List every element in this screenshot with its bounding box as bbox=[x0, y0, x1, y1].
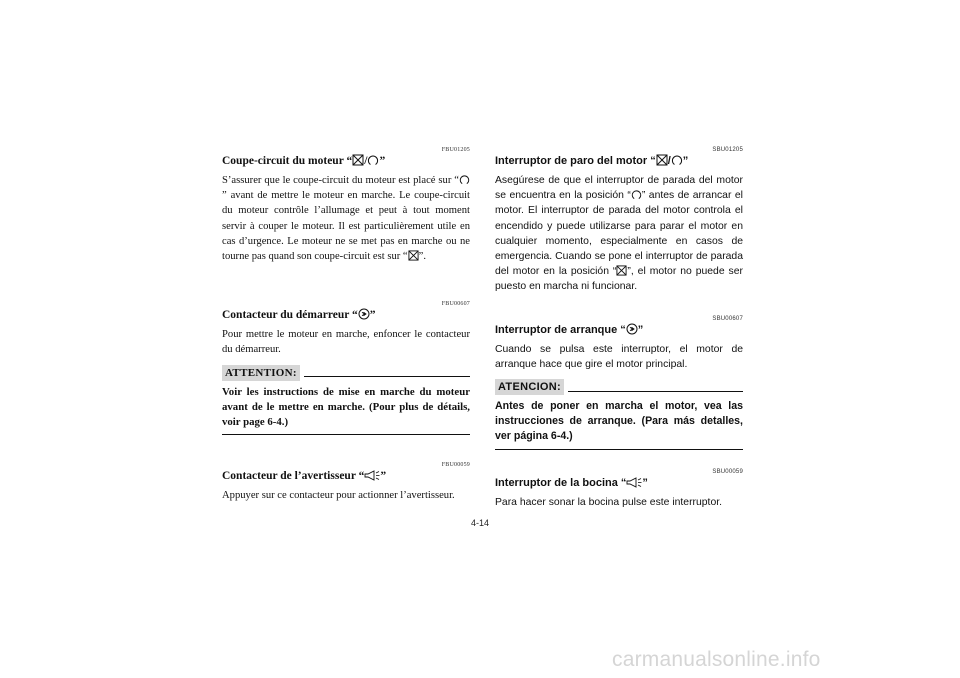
section-body: Asegúrese de que el interruptor de parada del motor se encuentra en la posición “ ” antes de arrancar el motor. El interruptor de parada del motor controla el encendido y puede utilizarse para parar el motor en cualquier momento, especialmente en casos de emergencia. Cuando se pone el interruptor de parada del motor en la posición “ ”, el motor no puede ser puesto en marcha ni funcionar. bbox=[495, 175, 743, 293]
warning-label: ATTENTION: bbox=[222, 365, 300, 381]
starter-icon bbox=[626, 323, 638, 335]
section-heading-engine-stop: Coupe-circuit du moteur “ / ” bbox=[222, 155, 386, 167]
watermark: carmanualsonline.info bbox=[612, 648, 821, 671]
section-heading-starter: Contacteur du démarreur “ ” bbox=[222, 309, 376, 322]
section-code: SBU01205 bbox=[712, 147, 743, 153]
section-code: SBU00059 bbox=[712, 468, 743, 475]
section-body: Cuando se pulsa este interruptor, el motor de arranque hace que gire el motor principal. bbox=[495, 343, 743, 370]
section-body: Para hacer sonar la bocina pulse este interruptor. bbox=[495, 496, 722, 508]
section-body: Pour mettre le moteur en marche, enfoncer le contacteur du démarreur. bbox=[222, 329, 470, 356]
warning-text: Voir les instructions de mise en marche du moteur avant de le mettre en marche. (Pour plus de détails, voir page 6-4.) bbox=[222, 385, 470, 429]
section-code: FBU00607 bbox=[441, 301, 470, 308]
section-heading-engine-stop: Interruptor de paro del motor “ / ” bbox=[495, 155, 689, 167]
horn-icon bbox=[364, 470, 380, 481]
french-column bbox=[222, 146, 470, 503]
engine-run-icon bbox=[367, 154, 379, 166]
horn-icon bbox=[626, 477, 642, 488]
engine-run-icon bbox=[631, 189, 642, 200]
section-heading-starter: Interruptor de arranque “ ” bbox=[495, 323, 644, 336]
section-heading-horn: Contacteur de l’avertisseur “ ” bbox=[222, 470, 387, 483]
page-number: 4-14 bbox=[470, 518, 489, 528]
section-heading-horn: Interruptor de la bocina “ ” bbox=[495, 476, 648, 489]
section-code: FBU00059 bbox=[441, 462, 470, 469]
warning-text: Antes de poner en marcha el motor, vea las instrucciones de arranque. (Para más detalles, ver página 6-4.) bbox=[495, 400, 743, 443]
engine-run-icon bbox=[459, 174, 470, 185]
spanish-column bbox=[495, 146, 743, 510]
section-code: SBU00607 bbox=[712, 315, 743, 322]
warning-label: ATENCION: bbox=[495, 379, 564, 395]
engine-off-icon bbox=[616, 265, 627, 276]
divider bbox=[568, 391, 743, 392]
section-body: S’assurer que le coupe-circuit du moteur est placé sur “” avant de mettre le moteur en marche. Le coupe-circuit du moteur contrôle l’allumage et peut à tout moment servir à couper le moteur. Il est particulièrement utile en cas d’urgence. Le moteur ne se met pas en marche ou ne tourne pas quand son coupe-circuit est sur “ ”. bbox=[222, 175, 470, 263]
warning-header bbox=[495, 379, 743, 395]
warning-header bbox=[222, 365, 470, 381]
starter-icon bbox=[358, 308, 370, 320]
divider bbox=[304, 376, 470, 377]
engine-off-icon bbox=[408, 250, 419, 261]
engine-run-icon bbox=[671, 154, 683, 166]
engine-off-icon bbox=[656, 154, 668, 166]
engine-off-icon bbox=[352, 154, 364, 166]
section-body: Appuyer sur ce contacteur pour actionner l’avertisseur. bbox=[222, 490, 455, 502]
section-code: FBU01205 bbox=[441, 147, 470, 153]
